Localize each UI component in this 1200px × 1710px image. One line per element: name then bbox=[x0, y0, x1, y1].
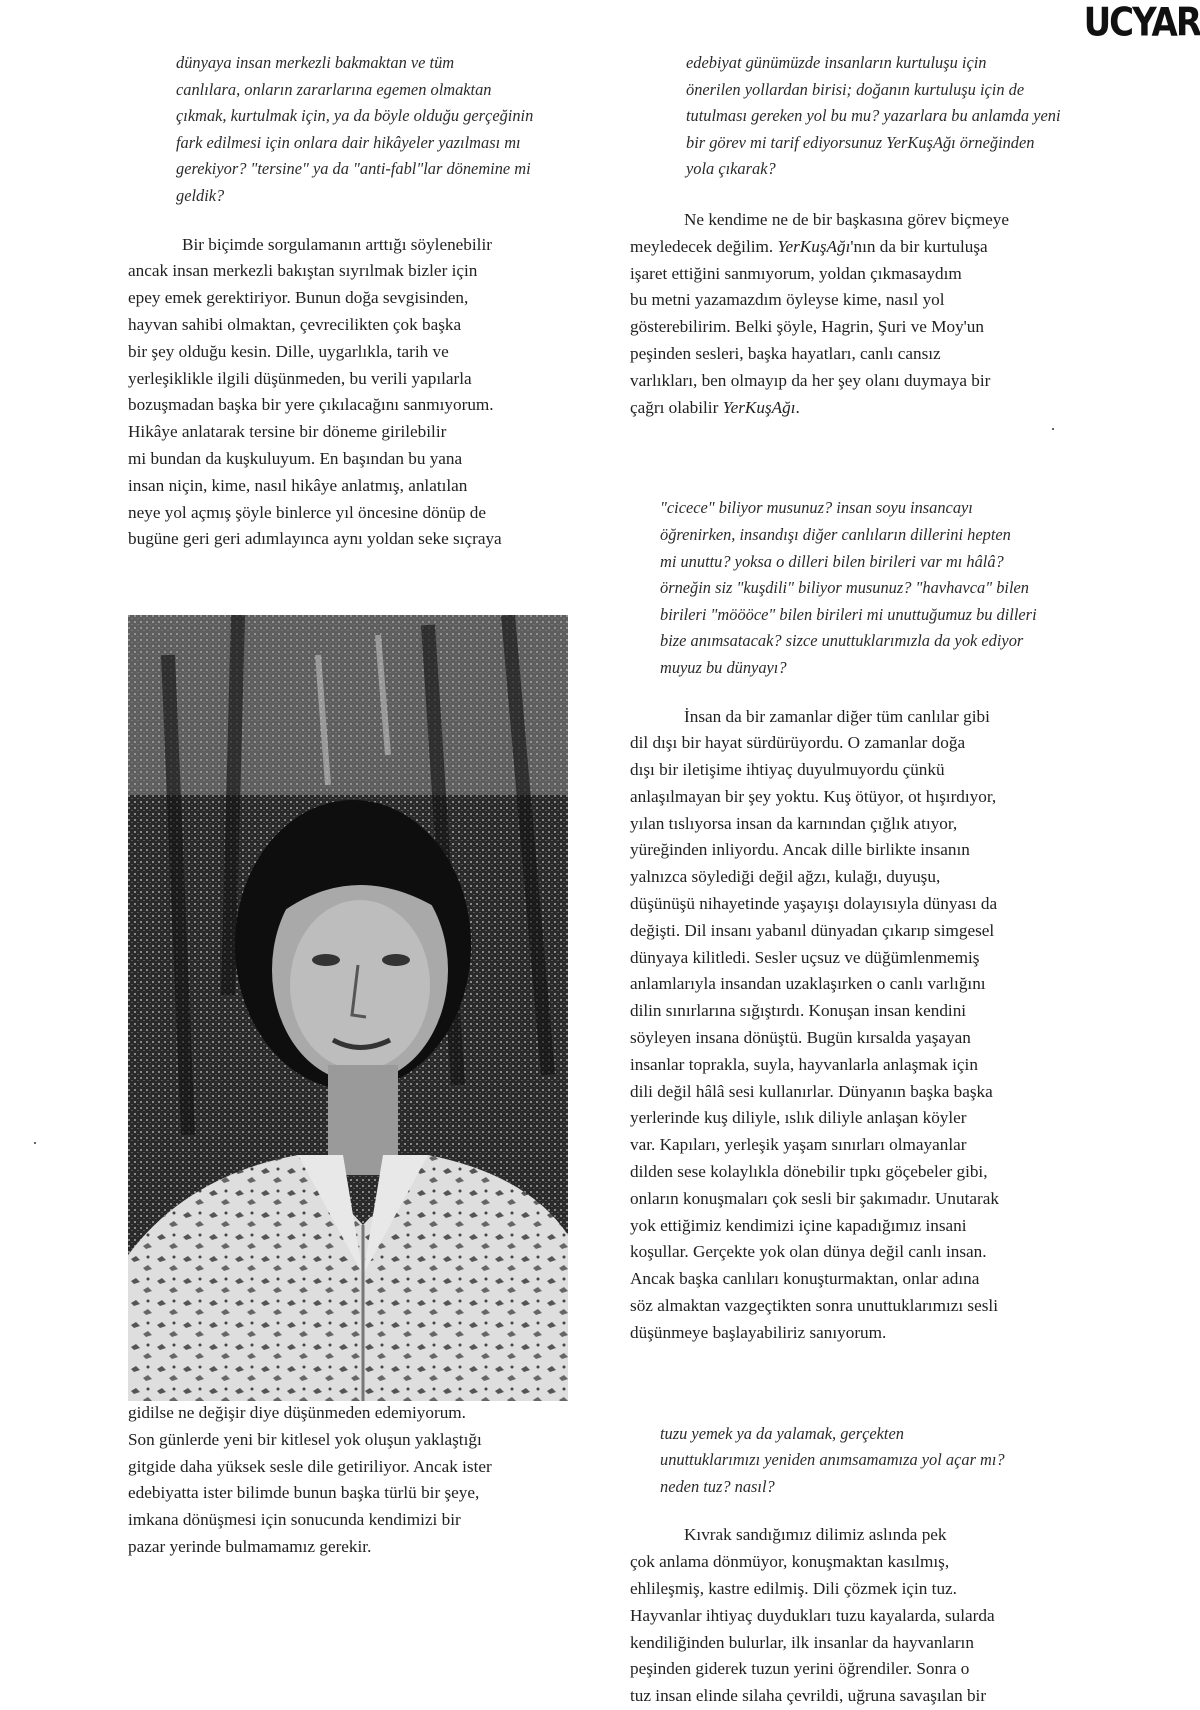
left-column-top bbox=[128, 50, 608, 553]
answer-3: İnsan da bir zamanlar diğer tüm canlılar gibi dil dışı bir hayat sürdürüyordu. O zamanlar doğa dışı bir iletişime ihtiyaç duyulmuyordu çünkü anlaşılmayan bir şey yoktu. Kuş ötüyor, ot hışırdıyor, yılan tıslıyorsa insan da karnından çığlık atıyor, yüreğinden inliyordu. Ancak dille birlikte insanın yalnızca söylediği değil ağzı, kulağı, duyuşu, düşünüşü nihayetinde yaşayışı dolayısıyla dünyası da değişti. Dil insanı yabanıl dünyadan çıkarıp simgesel dünyaya kilitledi. Sesler uçsuz ve düğümlenmemiş anlamlarıyla insandan uzaklaşırken o canlı varlığını dilin sınırlarına sığıştırdı. Konuşan insan kendini söyleyen insana dönüştü. Bugün kırsalda yaşayan insanlar toprakla, suyla, hayvanlarla anlaşmak için dili değil hâlâ sesi kullanırlar. Dünyanın başka başka yerlerinde kuş diliyle, ıslık diliyle anlaşan köyler var. Kapıları, yerleşik yaşam sınırları olmayanlar dilden sese kolaylıkla dönebilir tıpkı göçebeler gibi, onların konuşmaları çok sesli bir şakımadır. Unutarak yok ettiğimiz kendimizi içine kapadığımız insani koşullar. Gerçekte yok olan dünya değil canlı insan. Ancak başka canlıları konuşturmaktan, onlar adına söz almaktan vazgeçtikten sonra unuttuklarımızı sesli düşünmeye başlayabiliriz sanıyorum. bbox=[630, 706, 999, 1342]
book-title-1: YerKuşAğı bbox=[777, 236, 851, 256]
answer-2-end: . bbox=[795, 397, 800, 417]
portrait-photo bbox=[128, 615, 568, 1401]
answer-1-continued: gidilse ne değişir diye düşünmeden edemiyorum. Son günlerde yeni bir kitlesel yok oluşun yaklaştığı gitgide daha yüksek sesle dile getiriliyor. Ancak ister edebiyatta ister bilimde bunun başka türlü bir şeye, imkana dönüşmesi için sonucunda kendimizi bir pazar yerinde bulmamamız gerekir. bbox=[128, 1403, 492, 1556]
portrait-illustration bbox=[128, 615, 568, 1401]
question-1: dünyaya insan merkezli bakmaktan ve tüm canlılara, onların zararlarına egemen olmaktan çıkmak, kurtulmak için, ya da böyle olduğu gerçeğinin fark edilmesi için onlara dair hikâyeler yazılması mı gerekiyor? "tersine" ya da "anti-fabl"lar dönemine mi geldik? bbox=[176, 53, 534, 205]
answer-2 bbox=[630, 207, 1090, 421]
question-2: edebiyat günümüzde insanların kurtuluşu için önerilen yollardan birisi; doğanın kurtuluşu için de tutulması gereken yol bu mu? yazarlara bu anlamda yeni bir görev mi tarif ediyorsunuz YerKuşAğı örneğinden yola çıkarak? bbox=[686, 53, 1061, 179]
answer-2-part-1: Ne kendime ne de bir başkasına görev biçmeye meyledecek değilim. bbox=[630, 209, 1010, 256]
masthead-logo: UCYAR bbox=[1083, 0, 1200, 46]
question-3: "cicece" biliyor musunuz? insan soyu insancayı öğrenirken, insandışı diğer canlıların dillerini hepten mi unuttu? yoksa o dilleri bilen birileri var mı hâlâ? örneğin siz "kuşdili" biliyor musunuz? "havhavca" bilen birileri "möööce" bilen birileri mi unuttuğumuz bu dilleri bize anımsatacak? sizce unuttuklarımızla da yok ediyor muyuz bu dünyayı? bbox=[660, 498, 1037, 677]
answer-2-part-2: 'nın da bir kurtuluşa işaret ettiğini sanmıyorum, yoldan çıkmasaydım bu metni yazamazdım öyleyse kime, nasıl yol gösterebilirim. Belki şöyle, Hagrin, Şuri ve Moy'un peşinden sesleri, başka hayatları, canlı cansız varlıkları, ben olmayıp da her şey olanı duymaya bir çağrı olabilir bbox=[630, 236, 991, 417]
answer-4: Kıvrak sandığımız dilimiz aslında pek çok anlama dönmüyor, konuşmaktan kasılmış, ehlileşmiş, kastre edilmiş. Dili çözmek için tuz. Hayvanlar ihtiyaç duydukları tuzu kayalarda, sularda kendiliğinden bulurlar, ilk insanlar da hayvanların peşinden giderek tuzun yerini öğrendiler. Sonra o tuz insan elinde silaha çevrildi, uğruna savaşılan bir bbox=[630, 1525, 995, 1706]
answer-1: Bir biçimde sorgulamanın arttığı söylenebilir ancak insan merkezli bakıştan sıyrılmak bizler için epey emek gerektiriyor. Bunun doğa sevgisinden, hayvan sahibi olmaktan, çevrecilikten çok başka bir şey olduğu kesin. Dille, uygarlıkla, tarih ve yerleşiklikle ilgili düşünmeden, bu verili yapılarla bozuşmadan başka bir yere çıkılacağını sanmıyorum. Hikâye anlatarak tersine bir döneme girilebilir mi bundan da kuşkuluyum. En başından bu yana insan niçin, kime, nasıl hikâye anlatmış, anlatılan neye yol açmış şöyle binlerce yıl öncesine dönüp de bugüne geri geri adımlayınca aynı yoldan seke sıçraya bbox=[128, 234, 502, 549]
left-column-bottom bbox=[128, 1400, 608, 1561]
right-column bbox=[630, 50, 1090, 1710]
scan-speck bbox=[34, 1142, 36, 1144]
book-title-2: YerKuşAğı bbox=[722, 397, 796, 417]
question-4: tuzu yemek ya da yalamak, gerçekten unuttuklarımızı yeniden anımsamamıza yol açar mı? neden tuz? nasıl? bbox=[660, 1423, 1005, 1496]
scan-speck bbox=[1052, 428, 1054, 430]
